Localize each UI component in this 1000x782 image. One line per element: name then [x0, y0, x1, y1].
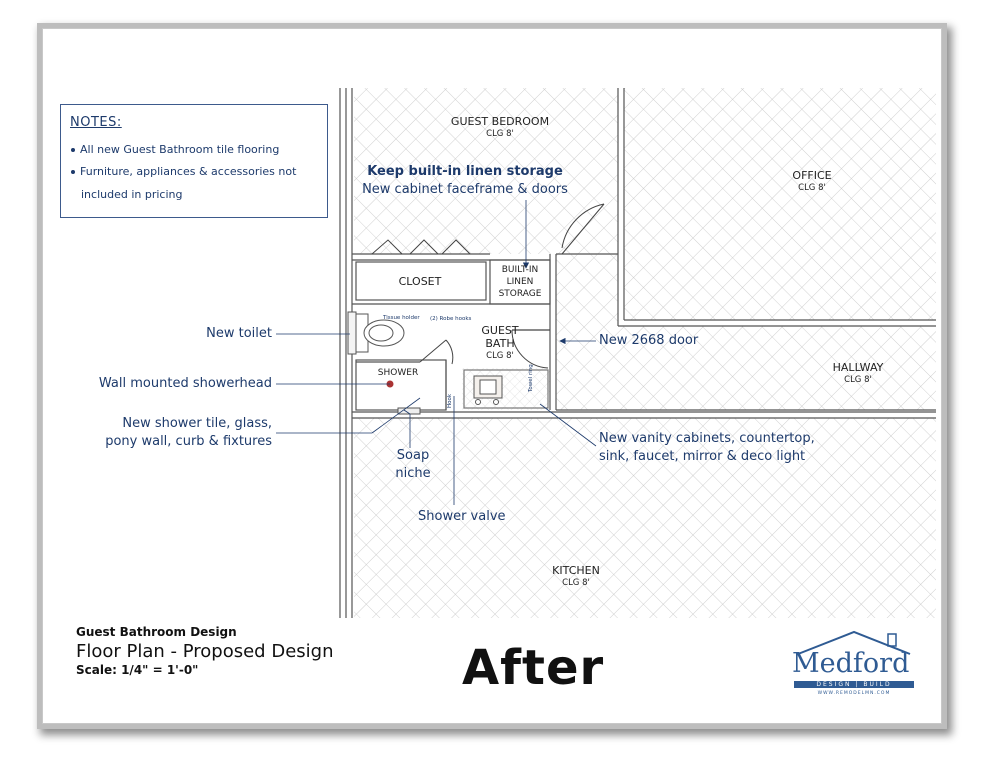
callout-door: New 2668 door [599, 333, 699, 348]
callout-linen-sub: New cabinet faceframe & doors [362, 182, 568, 197]
scale-label: Scale: 1/4" = 1'-0" [76, 663, 199, 677]
bullet-icon [71, 148, 75, 152]
company-logo [788, 628, 920, 702]
notes-box [60, 104, 328, 218]
note-item: Furniture, appliances & accessories not [71, 165, 296, 178]
logo-url: WWW.REMODELMN.COM [817, 691, 891, 696]
callout-vanity-1: New vanity cabinets, countertop, [599, 431, 815, 446]
room-closet: CLOSET [398, 275, 442, 288]
logo-name: Medford [792, 648, 910, 679]
room-shower: SHOWER [377, 368, 419, 378]
project-title: Guest Bathroom Design [76, 625, 237, 639]
notes-title: NOTES: [70, 115, 122, 130]
callout-soap-1: Soap [396, 448, 430, 463]
label-tissue-holder: Tissue holder [383, 315, 420, 321]
bullet-icon [71, 170, 75, 174]
callout-shower-tile-2: pony wall, curb & fixtures [105, 434, 272, 449]
note-continuation: included in pricing [81, 188, 183, 201]
room-linen: BUILT-IN LINEN STORAGE [498, 265, 542, 299]
room-guest-bedroom: GUEST BEDROOM CLG 8' [450, 115, 550, 139]
callout-shower-valve: Shower valve [418, 509, 506, 524]
sheet-title: Floor Plan - Proposed Design [76, 641, 334, 662]
room-hallway: HALLWAY CLG 8' [832, 361, 884, 385]
callout-linen-title: Keep built-in linen storage [367, 164, 563, 179]
callout-vanity-2: sink, faucet, mirror & deco light [599, 449, 806, 464]
room-kitchen: KITCHEN CLG 8' [552, 564, 600, 588]
label-robe-hooks: (2) Robe hooks [430, 316, 472, 322]
label-towel-ring: Towel ring [528, 364, 534, 392]
room-guest-bath: GUEST BATH CLG 8' [481, 324, 519, 361]
callout-toilet: New toilet [206, 326, 272, 341]
label-hook: Hook [447, 393, 453, 408]
after-stamp: After [462, 640, 605, 696]
note-item: All new Guest Bathroom tile flooring [71, 143, 279, 156]
callout-showerhead: Wall mounted showerhead [98, 376, 272, 391]
room-office: OFFICE CLG 8' [792, 169, 832, 193]
callout-shower-tile-1: New shower tile, glass, [122, 416, 272, 431]
title-block [76, 625, 333, 677]
logo-tagline: DESIGN | BUILD [794, 681, 914, 688]
callout-soap-2: niche [395, 466, 431, 481]
